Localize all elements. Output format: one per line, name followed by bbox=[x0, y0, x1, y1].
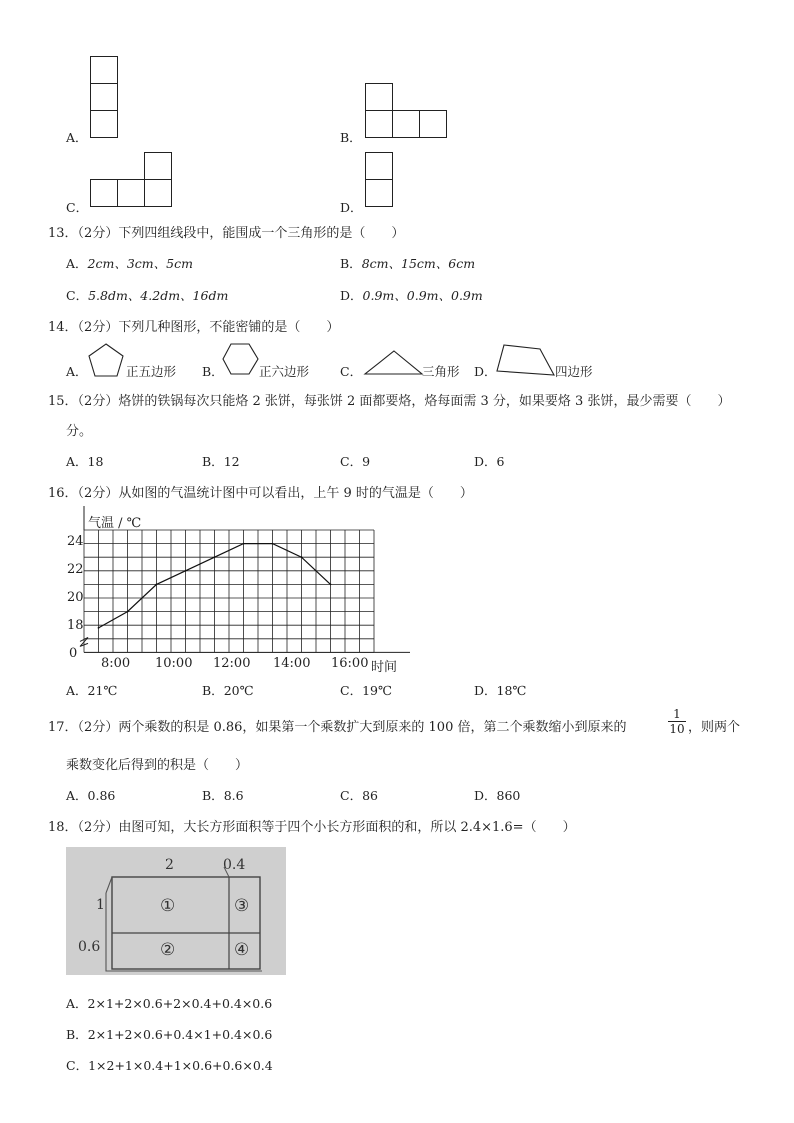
q16-option-c[interactable] bbox=[340, 681, 392, 699]
option-letter: C． bbox=[66, 1058, 89, 1073]
option-letter: D． bbox=[474, 683, 497, 698]
q18-option-a[interactable] bbox=[66, 994, 272, 1012]
q18-option-b[interactable] bbox=[66, 1025, 272, 1043]
top-label-0-4: 0.4 bbox=[223, 857, 246, 873]
temperature-data-point bbox=[272, 543, 274, 545]
option-text: 5.8dm、4.2dm、16dm bbox=[88, 288, 229, 303]
q12-c-letter: C． bbox=[66, 200, 89, 215]
q15-stem-cont: 分。 bbox=[66, 424, 93, 439]
q17-option-b[interactable] bbox=[202, 786, 244, 804]
option-letter: B． bbox=[202, 454, 224, 469]
fraction-one-tenth bbox=[668, 707, 686, 736]
q16-option-a[interactable] bbox=[66, 681, 117, 699]
x-tick-label: 8:00 bbox=[101, 656, 131, 671]
option-letter: C． bbox=[340, 454, 363, 469]
option-text: 正六边形 bbox=[259, 364, 310, 379]
option-text: 正五边形 bbox=[126, 364, 177, 379]
option-text: 1×2+1×0.4+1×0.6+0.6×0.4 bbox=[88, 1058, 273, 1073]
temperature-data-point bbox=[214, 556, 216, 558]
temperature-data-point bbox=[185, 570, 187, 572]
q17-option-c[interactable] bbox=[340, 786, 378, 804]
cell-3-label: ③ bbox=[234, 896, 250, 916]
q18-option-c[interactable] bbox=[66, 1056, 273, 1074]
temperature-data-point bbox=[98, 627, 100, 629]
option-letter: A． bbox=[66, 996, 88, 1011]
cell-2-label: ② bbox=[160, 940, 176, 960]
q12-d-letter: D． bbox=[340, 200, 363, 215]
option-letter: B． bbox=[202, 788, 224, 803]
temperature-data-point bbox=[127, 611, 129, 613]
option-text: 2cm、3cm、5cm bbox=[87, 256, 193, 271]
option-letter: A． bbox=[66, 683, 88, 698]
q14-stem: 14．（2分）下列几种图形，不能密铺的是（ ） bbox=[48, 320, 340, 335]
option-letter: D． bbox=[340, 288, 363, 303]
q17-stem bbox=[48, 716, 626, 735]
y-tick-label: 18 bbox=[67, 618, 84, 633]
q15-stem: 15．（2分）烙饼的铁锅每次只能烙 2 张饼，每张饼 2 面都要烙，烙每面需 3 分，如果要烙 3 张饼，最少需要（ ） bbox=[48, 394, 731, 409]
y-tick-label: 20 bbox=[67, 590, 84, 605]
option-text: 860 bbox=[496, 788, 521, 803]
option-text: 2×1+2×0.6+2×0.4+0.4×0.6 bbox=[87, 996, 273, 1011]
q17-stem-part2: ，则两个 bbox=[688, 720, 741, 735]
side-label-1: 1 bbox=[96, 897, 105, 913]
q16-option-b[interactable] bbox=[202, 681, 254, 699]
option-letter: C． bbox=[66, 288, 89, 303]
q12-b-letter: B． bbox=[340, 130, 362, 145]
cell-4-label: ④ bbox=[234, 940, 250, 960]
option-letter: A． bbox=[66, 788, 88, 803]
option-letter: D． bbox=[474, 788, 497, 803]
option-text: 8cm、15cm、6cm bbox=[361, 256, 476, 271]
option-text: 0.86 bbox=[87, 788, 116, 803]
option-letter: B． bbox=[202, 364, 224, 379]
option-text: 四边形 bbox=[555, 364, 593, 379]
q18-stem: 18．（2分）由图可知，大长方形面积等于四个小长方形面积的和，所以 2.4×1.6=（ ） bbox=[48, 820, 576, 835]
option-letter: D． bbox=[474, 364, 497, 379]
y-tick-label: 0 bbox=[69, 646, 78, 661]
option-letter: A． bbox=[66, 364, 88, 379]
temperature-data-point bbox=[156, 584, 158, 586]
top-label-2: 2 bbox=[165, 857, 174, 873]
chart-ylabel: 气温 / ℃ bbox=[88, 516, 142, 531]
option-letter: B． bbox=[202, 683, 224, 698]
side-label-0-6: 0.6 bbox=[78, 939, 101, 955]
option-letter: C． bbox=[340, 683, 363, 698]
y-tick-label: 22 bbox=[67, 562, 84, 577]
option-text: 12 bbox=[223, 454, 240, 469]
chart-xlabel: 时间 bbox=[371, 660, 398, 675]
option-text: 18℃ bbox=[496, 683, 527, 698]
option-text: 三角形 bbox=[422, 364, 460, 379]
option-text: 8.6 bbox=[223, 788, 244, 803]
option-text: 86 bbox=[362, 788, 378, 803]
cell-1-label: ① bbox=[160, 896, 176, 916]
q16-stem: 16．（2分）从如图的气温统计图中可以看出，上午 9 时的气温是（ ） bbox=[48, 486, 473, 501]
q17-option-a[interactable] bbox=[66, 786, 115, 804]
x-tick-label: 16:00 bbox=[331, 656, 369, 671]
option-letter: B． bbox=[340, 256, 362, 271]
option-text: 0.9m、0.9m、0.9m bbox=[362, 288, 483, 303]
option-text: 2×1+2×0.6+0.4×1+0.4×0.6 bbox=[87, 1027, 273, 1042]
option-letter: B． bbox=[66, 1027, 88, 1042]
option-text: 18 bbox=[87, 454, 104, 469]
option-letter: C． bbox=[340, 788, 363, 803]
option-letter: A． bbox=[66, 256, 88, 271]
option-letter: C． bbox=[340, 364, 363, 379]
q17-option-d[interactable] bbox=[474, 786, 520, 804]
option-letter: D． bbox=[474, 454, 497, 469]
temperature-data-point bbox=[330, 584, 332, 586]
q13-stem: 13．（2分）下列四组线段中，能围成一个三角形的是（ ） bbox=[48, 226, 405, 241]
q16-option-d[interactable] bbox=[474, 681, 526, 699]
x-tick-label: 10:00 bbox=[155, 656, 193, 671]
x-tick-label: 14:00 bbox=[273, 656, 311, 671]
option-text: 9 bbox=[362, 454, 371, 469]
option-text: 20℃ bbox=[223, 683, 254, 698]
option-text: 6 bbox=[496, 454, 505, 469]
temperature-data-point bbox=[301, 556, 303, 558]
fraction-numerator: 1 bbox=[673, 707, 681, 721]
q17-stem-cont: 乘数变化后得到的积是（ ） bbox=[66, 758, 249, 773]
q17-stem-part1: 17．（2分）两个乘数的积是 0.86，如果第一个乘数扩大到原来的 100 倍，第二个乘数缩小到原来的 bbox=[48, 720, 627, 735]
q12-a-letter: A． bbox=[66, 130, 88, 145]
option-letter: A． bbox=[66, 454, 88, 469]
option-text: 21℃ bbox=[87, 683, 118, 698]
option-text: 19℃ bbox=[362, 683, 392, 698]
x-tick-label: 12:00 bbox=[213, 656, 251, 671]
fraction-denominator: 10 bbox=[669, 722, 685, 736]
y-tick-label: 24 bbox=[67, 534, 84, 549]
temperature-data-point bbox=[243, 543, 245, 545]
rectangle-area-figure bbox=[66, 847, 286, 975]
